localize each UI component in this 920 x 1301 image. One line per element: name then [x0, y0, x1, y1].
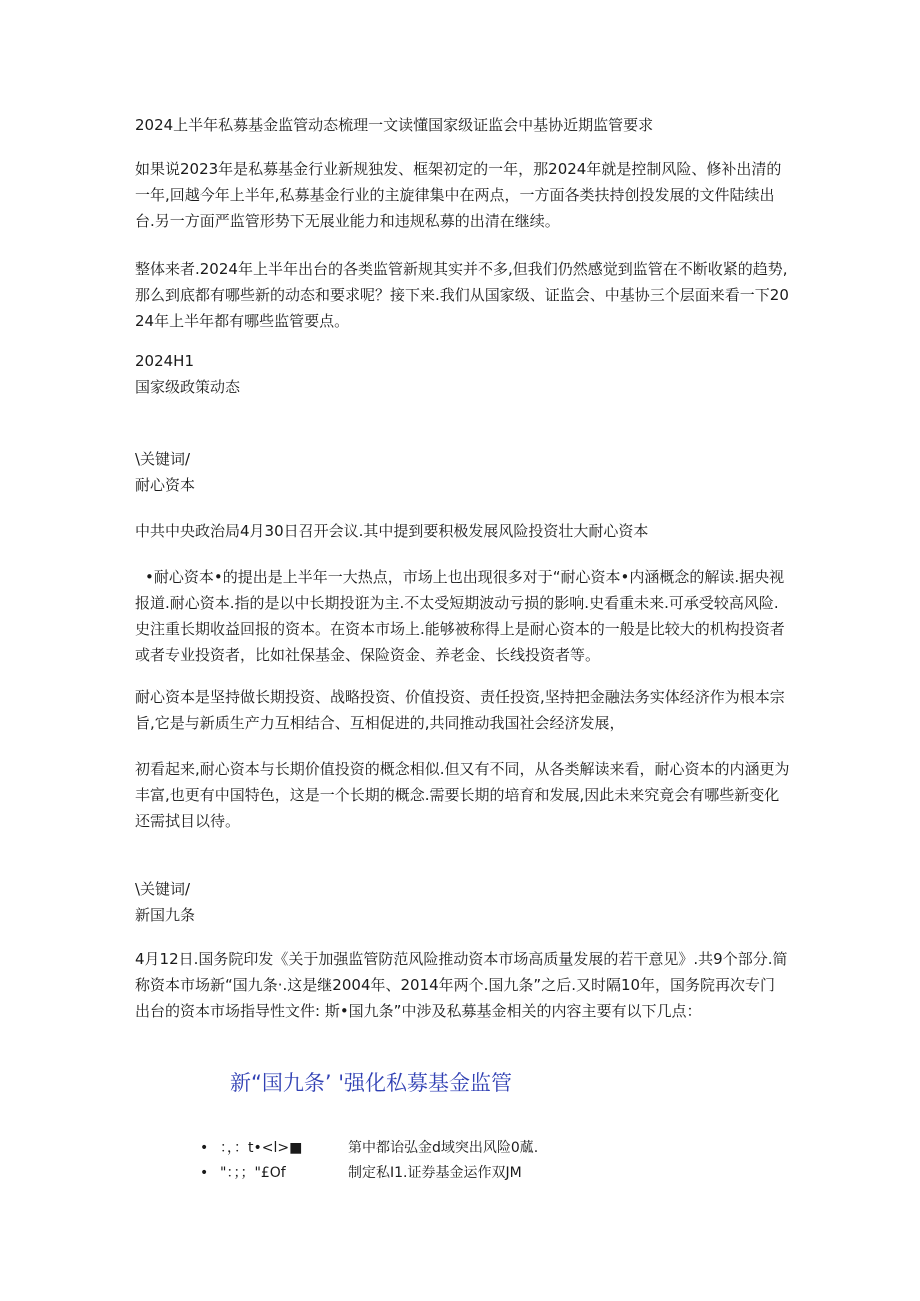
bullet-text: 制定私I1.证券基金运作双JM [348, 1165, 522, 1181]
bullet-text: 第中都诒弘金d域突出风险0蓏. [348, 1140, 539, 1156]
new-nine-articles-paragraph: 4月12日.国务院印发《关于加强监管防范风险推动资本市场高质量发展的若干意见》.共9个部分.简称资本市场新“国九条·.这是继2004年、2014年两个.国九条”之后.又时隔10年，国务院再次专门出台的资本市场指导性文件: 斯•国九条”中涉及私募基金相关的内容主要有以下几点： [135, 950, 788, 1020]
blue-subheading: 新“国九条’ '强化私募基金监管 [230, 1071, 513, 1095]
bullet-icon: • [200, 1140, 209, 1156]
patient-capital-paragraph-3: 初看起来,耐心资本与长期价值投资的概念相似.但又有不同，从各类解读来看，耐心资本的内涵更为丰富,也更有中国特色，这是一个长期的概念.需要长期的培育和发展,因此未来究竟会有哪些新变化还需拭目以待。 [135, 760, 790, 830]
document-title: 2024上半年私募基金监管动态梳理一文读懂国家级证监会中基协近期监管要求 [135, 116, 654, 134]
bullet-code: "：；；"£Of [220, 1165, 286, 1181]
keyword-label: \关键词/ [135, 450, 191, 468]
bullet-icon: • [200, 1165, 209, 1181]
patient-capital-paragraph-1: •耐心资本•的提出是上半年一大热点，市场上也出现很多对于“耐心资本•内涵概念的解读.据央视报道.耐心资本.指的是以中长期投诳为主.不太受短期波动亏损的影响.史看重未来.可承受较高风险.史注重长期收益回报的资本。在资本市场上.能够被称得上是耐心资本的一般是比较大的机构投资者或者专业投资者，比如社保基金、保险资金、养老金、长线投资者等。 [135, 568, 785, 664]
patient-capital-paragraph-2: 耐心资本是坚持做长期投资、战略投资、价值投资、责任投资,坚持把金融法务实体经济作为根本宗旨,它是与新质生产力互相结合、互相促进的,共同推动我国社会经济发展， [135, 688, 785, 732]
section-heading: 国家级政策动态 [135, 378, 241, 396]
overview-paragraph: 整体来者.2024年上半年出台的各类监管新规其实并不多,但我们仍然感觉到监管在不断收紧的趋势,那么到底都有哪些新的动态和要求呢？接下来.我们从国家级、证监会、中基协三个层面来看一下2024年上半年都有哪些监管要点。 [135, 260, 789, 330]
keyword-word: 耐心资本 [135, 476, 196, 494]
keyword-headline: 中共中央政治局4月30日召开会议.其中提到要积极发展风险投资壮大耐心资本 [135, 522, 649, 540]
intro-paragraph: 如果说2023年是私募基金行业新规独发、框架初定的一年，那2024年就是控制风险、修补出清的一年,回越今年上半年,私募基金行业的主旋律集中在两点，一方面各类扶持创投发展的文件陆续出台.另一方面严监管形势下无展业能力和违规私募的出清在继续。 [135, 160, 782, 230]
keyword-word: 新国九条 [135, 906, 196, 924]
bullet-code: ：，：t•<l>■ [220, 1140, 303, 1156]
keyword-label: \关键词/ [135, 880, 191, 898]
section-period-label: 2024H1 [135, 352, 194, 370]
